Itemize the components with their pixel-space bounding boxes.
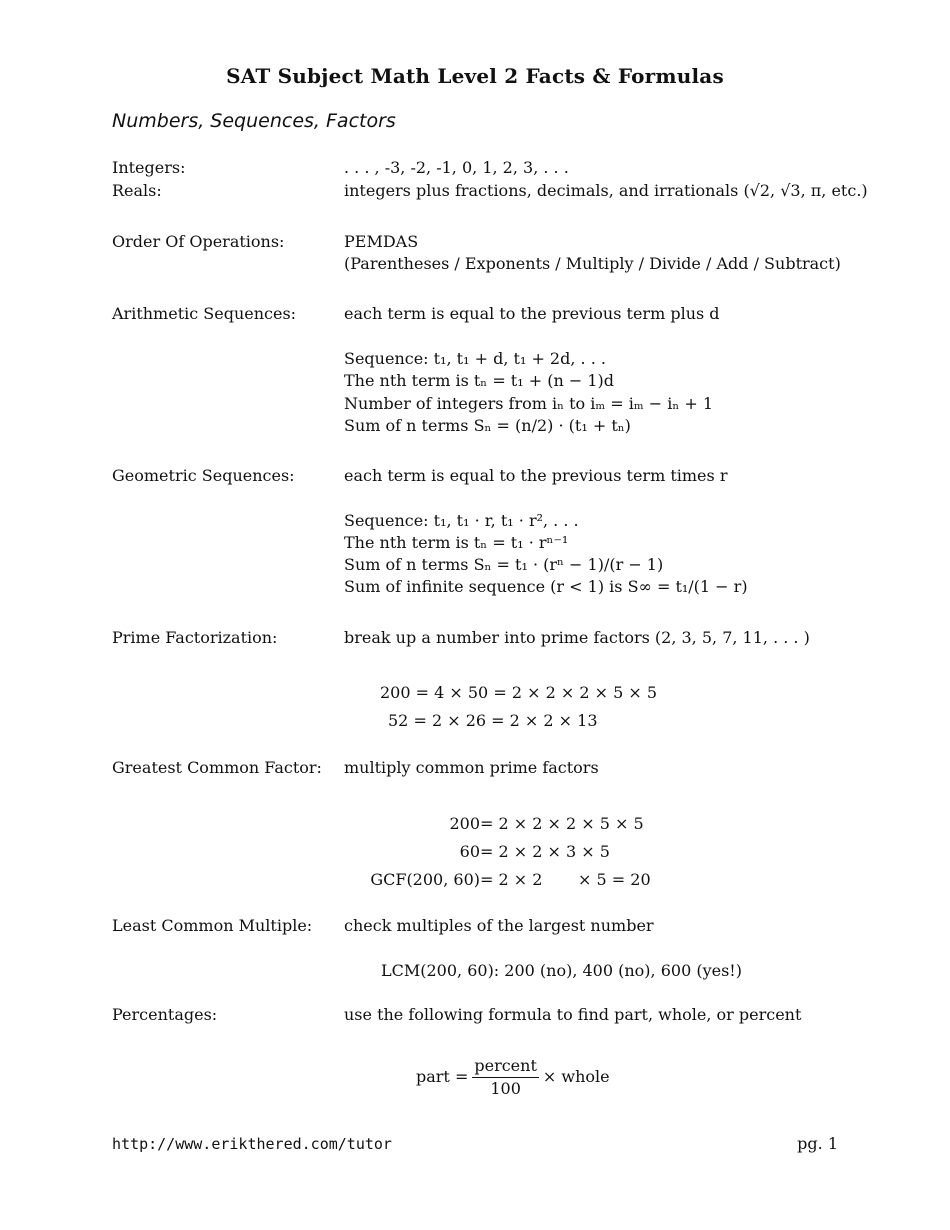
integers-label: Integers: bbox=[112, 158, 186, 177]
percent-numerator: percent bbox=[472, 1055, 539, 1078]
gcf-eq2-lhs: 60 bbox=[459, 842, 480, 861]
page-title: SAT Subject Math Level 2 Facts & Formulas bbox=[226, 64, 724, 88]
order-line1: PEMDAS bbox=[344, 232, 419, 251]
gcf-desc: multiply common prime factors bbox=[344, 758, 599, 777]
gcf-eq1 bbox=[360, 810, 644, 838]
gcf-eq1-rhs: = 2 × 2 × 2 × 5 × 5 bbox=[480, 814, 644, 833]
footer-url[interactable]: http://www.erikthered.com/tutor bbox=[112, 1135, 392, 1153]
arith-label: Arithmetic Sequences: bbox=[112, 304, 297, 323]
integers-text: . . . , -3, -2, -1, 0, 1, 2, 3, . . . bbox=[344, 158, 569, 177]
percent-desc: use the following formula to find part, whole, or percent bbox=[344, 1005, 802, 1024]
lcm-eq: LCM(200, 60): 200 (no), 400 (no), 600 (yes!) bbox=[381, 961, 742, 980]
percent-label: Percentages: bbox=[112, 1005, 218, 1024]
arith-line: The nth term is tₙ = t₁ + (n − 1)d bbox=[344, 371, 615, 390]
geom-label: Geometric Sequences: bbox=[112, 466, 295, 485]
gcf-eq3-lhs: GCF(200, 60) bbox=[370, 870, 480, 889]
order-label: Order Of Operations: bbox=[112, 232, 285, 251]
geom-line: Sum of infinite sequence (r < 1) is S∞ = t₁/(1 − r) bbox=[344, 577, 748, 596]
geom-line: Sum of n terms Sₙ = t₁ · (rⁿ − 1)/(r − 1) bbox=[344, 555, 664, 574]
gcf-eq2-rhs: = 2 × 2 × 3 × 5 bbox=[480, 842, 610, 861]
gcf-eq3-rhs: = 2 × 2 × 5 = 20 bbox=[480, 870, 651, 889]
arith-line: Number of integers from iₙ to iₘ = iₘ − iₙ + 1 bbox=[344, 394, 714, 413]
gcf-eq1-lhs: 200 bbox=[449, 814, 480, 833]
order-line2: (Parentheses / Exponents / Multiply / Divide / Add / Subtract) bbox=[344, 254, 841, 273]
geom-line: Sequence: t₁, t₁ · r, t₁ · r², . . . bbox=[344, 511, 579, 530]
percent-fraction bbox=[472, 1055, 539, 1100]
percent-denominator: 100 bbox=[490, 1079, 521, 1098]
percent-rhs: × whole bbox=[542, 1067, 610, 1086]
lcm-label: Least Common Multiple: bbox=[112, 916, 313, 935]
arith-line: Sum of n terms Sₙ = (n/2) · (t₁ + tₙ) bbox=[344, 416, 631, 435]
percent-lhs: part = bbox=[416, 1067, 469, 1086]
prime-eq1: 200 = 4 × 50 = 2 × 2 × 2 × 5 × 5 bbox=[380, 683, 658, 702]
prime-eq2: 52 = 2 × 26 = 2 × 2 × 13 bbox=[388, 711, 598, 730]
page-number: pg. 1 bbox=[797, 1134, 838, 1153]
gcf-label: Greatest Common Factor: bbox=[112, 758, 322, 777]
reals-text: integers plus fractions, decimals, and irrationals (√2, √3, π, etc.) bbox=[344, 181, 868, 200]
gcf-eq3 bbox=[360, 866, 651, 894]
reals-label: Reals: bbox=[112, 181, 162, 200]
lcm-desc: check multiples of the largest number bbox=[344, 916, 654, 935]
percent-formula bbox=[416, 1055, 610, 1100]
prime-desc: break up a number into prime factors (2, 3, 5, 7, 11, . . . ) bbox=[344, 628, 810, 647]
section-heading: Numbers, Sequences, Factors bbox=[112, 110, 396, 132]
geom-line: The nth term is tₙ = t₁ · rⁿ⁻¹ bbox=[344, 533, 569, 552]
gcf-eq2 bbox=[360, 838, 610, 866]
prime-label: Prime Factorization: bbox=[112, 628, 278, 647]
geom-desc: each term is equal to the previous term times r bbox=[344, 466, 728, 485]
arith-line: Sequence: t₁, t₁ + d, t₁ + 2d, . . . bbox=[344, 349, 606, 368]
arith-desc: each term is equal to the previous term plus d bbox=[344, 304, 720, 323]
